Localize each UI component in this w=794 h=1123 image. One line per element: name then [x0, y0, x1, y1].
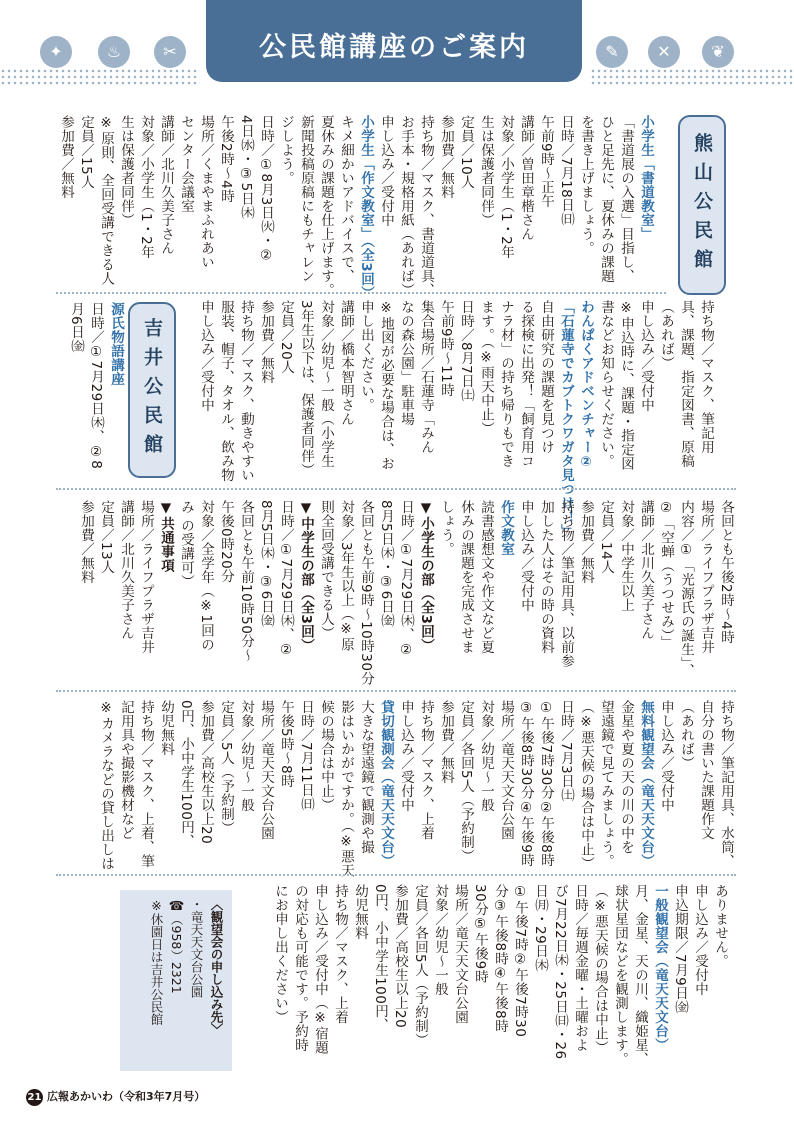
text-line: 小学生「作文教室」（全3回） — [358, 115, 374, 301]
text-line: 参加費／無料 — [78, 500, 94, 584]
text-line: ありません。 — [712, 884, 728, 968]
text-line: 講師／北川久美子さん — [118, 500, 134, 640]
text-line: 定員／15人 — [78, 115, 94, 190]
text-line: ①午後7時②午後7時30 — [512, 884, 528, 1038]
text-line: （※悪天候の場合は中止） — [578, 700, 594, 871]
text-line: ※カメラなどの貸し出しは — [98, 700, 114, 871]
text-line: （あれば） — [658, 300, 674, 370]
text-line: 申し込み／受付中 — [638, 300, 654, 412]
text-line: 午後0時20分 — [218, 500, 234, 584]
text-line: 候の場合は中止） — [318, 700, 334, 812]
text-line: 望遠鏡で見てみましょう。 — [598, 700, 614, 868]
text-line: 申し込み／受付中 — [658, 700, 674, 812]
text-line: 各回とも午前9時～10時30分 — [358, 500, 374, 686]
text-line: 申し込み／受付中 — [378, 115, 394, 227]
text-line: 場所／竜天天文台公園 — [452, 884, 468, 1024]
text-line: 日時／①7月29日㈭、②8 — [88, 302, 104, 470]
text-line: 参加費／無料 — [258, 300, 274, 384]
kumayama-col3 — [56, 500, 736, 700]
text-line: お手本・規格用紙（あれば） — [398, 115, 414, 297]
divider — [56, 292, 666, 294]
text-line: る探検に出発！「飼育用コ — [518, 300, 534, 468]
text-line: 対象／中学生以上 — [618, 500, 634, 612]
text-line: 対象／小学生（1・2年 — [138, 115, 154, 260]
divider — [56, 690, 736, 692]
footer-text: 広報あかいわ（令和3年7月号） — [47, 1090, 206, 1103]
text-line: 一般観望会（竜天天文台） — [652, 884, 668, 1052]
text-line: 服装、帽子、タオル、飲み物 — [218, 300, 234, 482]
text-line: 日時／7月3日㈯ — [558, 700, 574, 803]
kumayama-col4 — [56, 700, 736, 878]
text-line: 申込期限／7月9日㈮ — [672, 884, 688, 1015]
text-line: 0円、小中学生100円、 — [178, 700, 194, 849]
text-line: の対応も可能です。予約時 — [292, 884, 308, 1052]
text-line: 場所／ライフプラザ吉井 — [698, 500, 714, 654]
text-line: 8月5日㈭・③6日㈮ — [258, 500, 274, 628]
dot-pattern-right — [590, 68, 794, 86]
text-line: 各回とも午後2時～4時 — [718, 500, 734, 645]
text-line: 申し出ください。 — [358, 300, 374, 412]
divider — [56, 874, 736, 876]
text-line: （※悪天候の場合は中止） — [592, 884, 608, 1055]
divider — [56, 488, 736, 490]
text-line: 場所／ライフプラザ吉井 — [138, 500, 154, 654]
text-line: み の受講可） — [178, 500, 194, 589]
text-line: 球状星団などを観測します。 — [612, 884, 628, 1066]
text-line: 持ち物／マスク、動きやすい — [238, 300, 254, 482]
text-line: ※申込時に、課題・指定図 — [618, 300, 634, 471]
text-line: 定員／5人（予約制） — [218, 700, 234, 836]
text-line: 則全回受講できる人） — [318, 500, 334, 640]
dot-pattern-left — [0, 68, 200, 86]
text-line: 3年生以下は、保護者同伴） — [298, 300, 314, 478]
text-line: 日㈪・29日㈭ — [532, 884, 548, 973]
text-line: 対象／幼児～一般 — [432, 884, 448, 996]
text-line: 自由研究の課題を見つけ — [538, 300, 554, 454]
text-line: ます。（※雨天中止） — [478, 300, 494, 436]
text-line: 加した人はその時の資料 — [538, 500, 554, 654]
text-line: 新聞投稿原稿にもチャレン — [298, 115, 314, 283]
text-line: 影はいかがですか。（※悪天 — [338, 700, 354, 878]
text-line: 定員／14人 — [598, 500, 614, 575]
text-line: 日時／①7月29日㈭、② — [398, 500, 414, 659]
text-line: 無料観望会（竜天天文台） — [638, 700, 654, 868]
text-line: 対象／幼児～一般（小学生 — [318, 300, 334, 468]
text-line: 日時／8月7日㈯ — [458, 300, 474, 403]
telescope-icon: ✦ — [40, 36, 72, 68]
text-line: 場所／竜天天文台公園 — [258, 700, 274, 840]
text-line: 幼児無料 — [158, 700, 174, 756]
text-line: しょう。 — [438, 500, 454, 556]
text-line: 自分の書いた課題作文 — [698, 700, 714, 840]
text-line: 「石蓮寺でカブトクワガタ見つけ！」 — [558, 300, 574, 538]
text-line: 日時／7月11日㈰ — [298, 700, 314, 812]
text-line: なの森公園」駐車場 — [398, 300, 414, 426]
text-line: センター会議室 — [178, 115, 194, 213]
text-line: 申し込み／受付中 — [692, 884, 708, 996]
text-line: 月6日㈮ — [68, 302, 84, 354]
text-line: 4日㈬・③5日㈭ — [238, 115, 254, 220]
text-line: にお申し出ください） — [272, 884, 288, 1024]
text-line: 分③午後8時④午後8時 — [492, 884, 508, 1034]
text-line: ▼小学生の部（全3回） — [418, 500, 434, 653]
scissors-icon: ✂ — [154, 36, 186, 68]
kumayama-col5 — [240, 884, 730, 1064]
text-line: ③午後8時30分④午後9時 — [518, 700, 534, 868]
text-line: 参加費／無料 — [58, 115, 74, 199]
text-line: 午後5時～8時 — [278, 700, 294, 789]
text-line: 申し込み／受付中 — [518, 500, 534, 612]
text-line: 申し込み／受付中 — [198, 300, 214, 412]
text-line: 場所／竜天天文台公園 — [498, 700, 514, 840]
text-line: ※地図が必要な場合は、お — [378, 300, 394, 471]
text-line: 金星や夏の天の川の中を — [618, 700, 634, 854]
text-line: を書き上げましょう。 — [578, 115, 594, 255]
text-line: 生は保護者同伴） — [118, 115, 134, 227]
yoshii-col — [60, 302, 126, 477]
text-line: 貸切観測会（竜天天文台） — [378, 700, 394, 868]
text-line: 参加費／高校生以上20 — [198, 700, 214, 845]
fork-knife-icon: ✕ — [648, 36, 680, 68]
text-line: 申し込み／受付中（※宿題 — [312, 884, 328, 1055]
text-line: 対象／幼児～一般 — [478, 700, 494, 812]
text-line: 記用具や撮影機材など — [118, 700, 134, 840]
text-line: 午前9時～11時 — [438, 300, 454, 398]
text-line: 定員／各回5人（予約制） — [412, 884, 428, 1048]
text-line: 日時／7月18日㈰ — [558, 115, 574, 227]
text-line: 参加費／無料 — [578, 500, 594, 584]
text-line: 対象／小学生（1・2年 — [498, 115, 514, 260]
footer — [26, 1088, 205, 1106]
text-line: 場所／くまやまふれあい — [198, 115, 214, 269]
text-line: 30分⑤午後9時 — [472, 884, 488, 984]
text-line: 夏休みの課題を仕上げます。 — [318, 115, 334, 297]
text-line: 申し込み／受付中 — [398, 700, 414, 812]
text-line: び7月22日㈭・25日㈰・26 — [552, 884, 568, 1060]
text-line: 作文教室 — [498, 500, 514, 556]
text-line: ジしよう。 — [278, 115, 294, 185]
text-line: 書などお知らせください。 — [598, 300, 614, 468]
text-line: ※原則、全回受講できる人 — [98, 115, 114, 286]
pencil-icon: ✎ — [596, 36, 628, 68]
text-line: 持ち物／マスク、上着 — [332, 884, 348, 1024]
text-line: 持ち物／筆記用具、以前参 — [558, 500, 574, 668]
text-line: キメ細かいアドバイスで、 — [338, 115, 354, 283]
text-line: 持ち物／筆記用具、水筒、 — [718, 700, 734, 868]
page-title: 公民館講座のご案内 — [206, 0, 582, 82]
text-line: 各回とも午前10時50分～ — [238, 500, 254, 663]
text-line: 講師／橋本智明さん — [338, 300, 354, 426]
text-line: 日時／①8月3日㈫・② — [258, 115, 274, 265]
text-line: （あれば） — [678, 700, 694, 770]
text-line: 講師／曽田章楷さん — [518, 115, 534, 241]
text-line: 日時／①7月29日㈭、② — [278, 500, 294, 659]
text-line: 午後2時～4時 — [218, 115, 234, 204]
text-line: 「書道展の入選」目指し、 — [618, 115, 634, 283]
text-line: 定員／10人 — [458, 115, 474, 190]
text-line: 午前9時～正午 — [538, 115, 554, 209]
text-line: 内容／①「光源氏の誕生」、 — [678, 500, 694, 678]
text-line: 対象／全学年（※1回の — [198, 500, 214, 652]
text-line: 月、金星、天の川、織姫星、 — [632, 884, 648, 1066]
text-line: 生は保護者同伴） — [478, 115, 494, 227]
contact-line: ・竜天天文台公園 — [189, 898, 204, 998]
leaf-icon: ❦ — [702, 36, 734, 68]
contact-box — [120, 890, 232, 1071]
yoshii-tag: 吉井公民館 — [128, 302, 176, 478]
text-line: 0円、小中学生100円、 — [372, 884, 388, 1033]
page-number: 21 — [26, 1089, 43, 1106]
text-line: 大きな望遠鏡で観測や撮 — [358, 700, 374, 854]
text-line: ①午後7時30分②午後8時 — [538, 700, 554, 868]
text-line: 源氏物語講座 — [108, 302, 124, 386]
contact-line: ※休園日は吉井公民館 — [149, 898, 164, 1026]
text-line: 定員／20人 — [278, 300, 294, 375]
text-line: 対象／3年生以上（※原 — [338, 500, 354, 652]
contact-line: ☎（958）2321 — [169, 898, 184, 994]
kumayama-tag: 熊山公民館 — [678, 115, 726, 295]
contact-line: 〈観望会の申し込み先〉 — [209, 898, 224, 1036]
text-line: ②「空蝉（うつせみ）」 — [658, 500, 674, 650]
text-line: 参加費／無料 — [438, 115, 454, 199]
text-line: 8月5日㈭・③6日㈮ — [378, 500, 394, 628]
text-line: わんぱくアドベンチャー② — [578, 300, 594, 471]
text-line: 幼児無料 — [352, 884, 368, 940]
text-line: 持ち物／マスク、上着、筆 — [138, 700, 154, 868]
text-line: 定員／13人 — [98, 500, 114, 575]
text-line: 持ち物／マスク、上着 — [418, 700, 434, 840]
text-line: 講師／北川久美子さん — [158, 115, 174, 255]
text-line: ▼中学生の部（全3回） — [298, 500, 314, 653]
text-line: 参加費／高校生以上20 — [392, 884, 408, 1029]
text-line: 具、課題、指定図書、原稿 — [678, 300, 694, 468]
text-line: 日時／毎週金曜・土曜およ — [572, 884, 588, 1052]
text-line: ナラ材」の持ち帰りもでき — [498, 300, 514, 468]
text-line: ▼共通事項 — [158, 500, 174, 573]
text-line: 小学生「書道教室」 — [638, 115, 654, 241]
text-line: 集合場所／石蓮寺「みん — [418, 300, 434, 454]
text-line: 参加費／無料 — [438, 700, 454, 784]
text-line: 持ち物／マスク、筆記用 — [698, 300, 714, 454]
text-line: 持ち物／マスク、書道道具、 — [418, 115, 434, 297]
text-line: 講師／北川久美子さん — [638, 500, 654, 640]
cupcake-icon: ♨ — [98, 36, 130, 68]
text-line: 休みの課題を完成させま — [458, 500, 474, 654]
text-line: 定員／各回5人（予約制） — [458, 700, 474, 864]
text-line: ひと足先に、夏休みの課題 — [598, 115, 614, 283]
text-line: 対象／幼児～一般 — [238, 700, 254, 812]
text-line: 読書感想文や作文など夏 — [478, 500, 494, 654]
